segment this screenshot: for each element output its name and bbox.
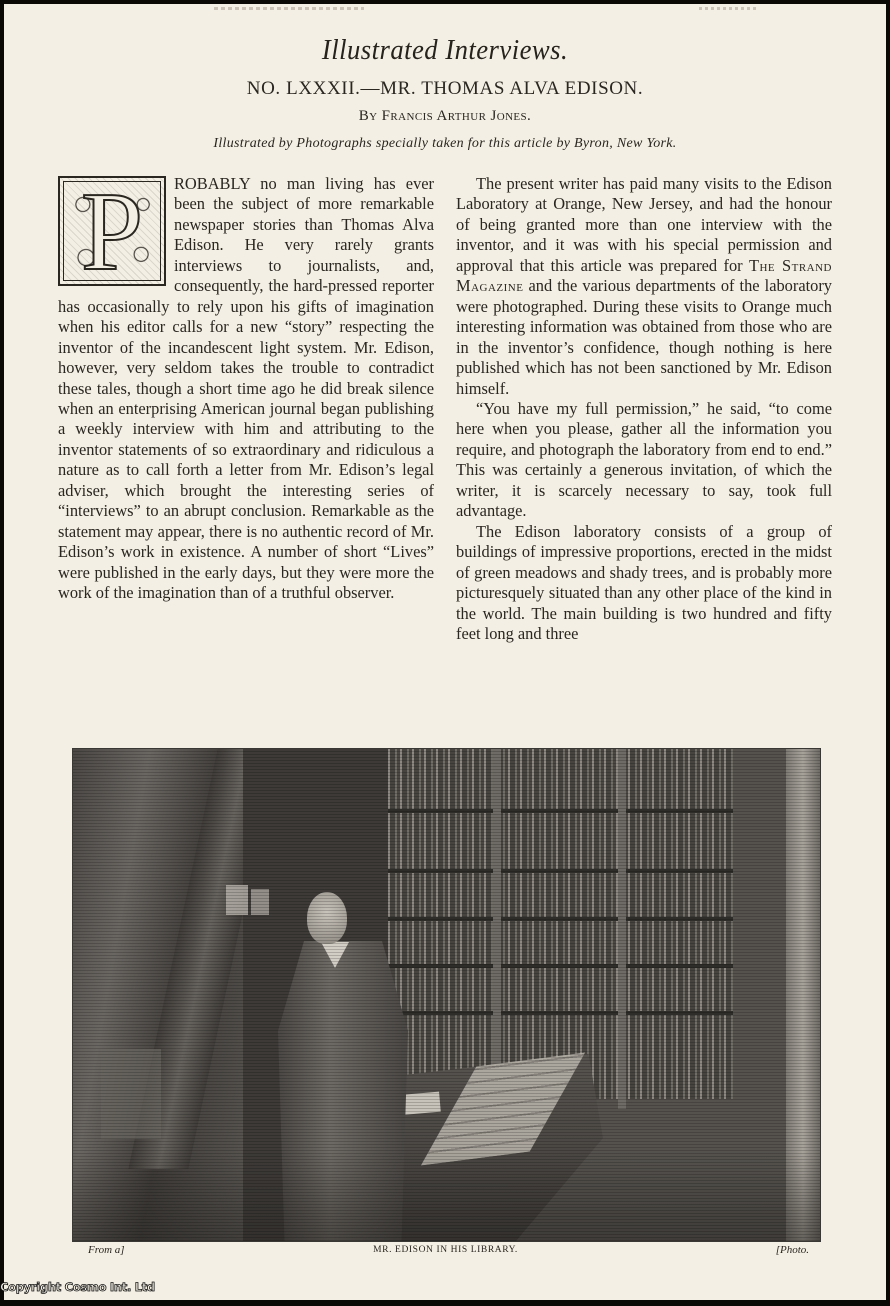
faded-running-head [4,6,886,12]
right-column [456,174,832,644]
copyright-watermark: Copyright Cosmo Int. Ltd [0,1280,155,1294]
author-byline: By Francis Arthur Jones. [358,108,532,124]
paragraph-3: “You have my full permission,” he said, “to come here when you please, gather all the information you require, and photograph the laboratory from end to end.” This was certainly a generous invitation, of which the writer, it is scarcely necessary to say, took full advantage. [456,398,832,521]
paragraph-1: ROBABLY no man living has ever been the subject of more remarkable newspaper stories than Thomas Alva Edison. He very rarely grants interviews to journalists, and, consequently, the hard-pressed reporter has occasionally to rely upon his gifts of imagination when his editor calls for a new “story” respecting the inventor of the incandescent light system. Mr. Edison, however, very seldom takes the trouble to contradict these tales, though a short time ago he did break silence when an enterprising American journal began publishing a weekly interview with him and attributing to the inventor statements of so extraordinary and ridiculous a nature as to call forth a letter from Mr. Edison’s legal adviser, which brought the interesting series of “interviews” to an abrupt conclusion. Remarkable as the statement may appear, there is no authentic record of Mr. Edison’s work in existence. A number of short “Lives” were published in the early days, but they were more the work of the imagination than of a truthful observer. [58,174,434,603]
illustration-credit: Illustrated by Photographs specially taken for this article by Byron, New York. [213,136,677,151]
page-number-smudge [699,7,759,10]
edison-library-photo [72,748,821,1242]
paragraph-2 [456,174,832,399]
caption-title: MR. EDISON IN HIS LIBRARY. [373,1245,518,1255]
halftone-texture [73,749,820,1241]
paragraph-2-text-a: The present writer has paid many visits to the Edison Laboratory at Orange, New Jersey, and had the honour of being granted more than one interview with the inventor, and it was with his special permission and approval that this article was prepared for [456,174,832,275]
drop-cap-letter: P [80,170,144,294]
left-column [58,170,434,604]
paragraph-4: The Edison laboratory consists of a group of buildings of impressive proportions, erected in the midst of green meadows and shady trees, and is probably more picturesquely situated than any other place of the kind in the world. The main building is two hundred and fifty feet long and three [456,521,832,643]
running-head-smudge [214,7,364,10]
photo-caption [72,1244,819,1260]
article-title: NO. LXXXII.—MR. THOMAS ALVA EDISON. [246,78,644,99]
paragraph-2-text-b: and the various departments of the laboratory were photographed. During these visits to Orange much interesting information was obtained from those who are in the inventor’s confidence, though nothing is here published which has not been sanctioned by Mr. Edison himself. [456,276,832,398]
magazine-name: The Strand Magazine [456,255,832,296]
caption-from: From a] [88,1244,125,1256]
series-title: Illustrated Interviews. [321,34,569,66]
caption-photo: [Photo. [775,1244,809,1256]
magazine-page [4,4,886,1300]
ornamental-drop-cap [58,170,166,294]
